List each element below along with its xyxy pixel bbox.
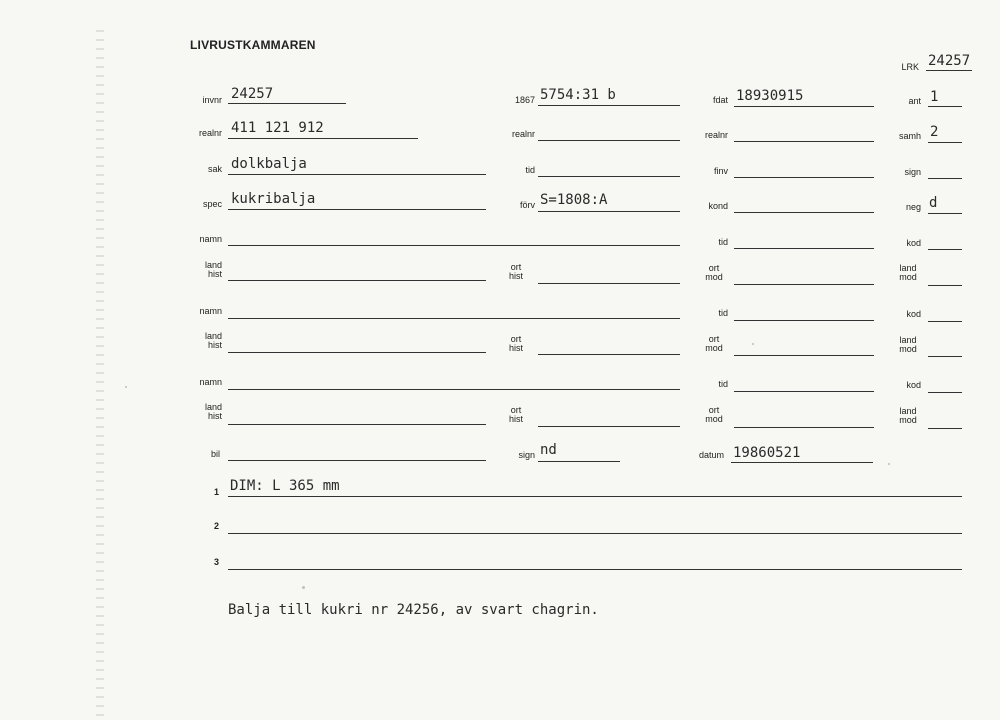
- line-number-2: 2: [214, 521, 220, 531]
- ort-label-1: ort: [510, 262, 522, 272]
- sign-line: [928, 178, 962, 179]
- tid-label: tid: [525, 165, 535, 175]
- samh-label: samh: [898, 131, 921, 141]
- forv-label: förv: [519, 200, 535, 210]
- spec-value: kukribalja: [231, 191, 316, 207]
- sak-label: sak: [207, 164, 222, 174]
- kod-line-3: [928, 392, 962, 393]
- kod-label-1: kod: [906, 238, 921, 248]
- note-line-3: [228, 569, 962, 570]
- datum-value: 19860521: [733, 445, 801, 461]
- ort-mod-label-1: ort: [708, 263, 720, 273]
- ort-label-3: ort: [510, 405, 522, 415]
- note-line-2: [228, 533, 962, 534]
- kod-label-2: kod: [906, 309, 921, 319]
- mod-label-3: mod: [705, 414, 723, 424]
- land-mod2-label-3: mod: [899, 415, 917, 425]
- mod-label-1: mod: [705, 272, 723, 282]
- ort-mod-label-3: ort: [708, 405, 720, 415]
- land-mod-label-1: land: [899, 263, 917, 273]
- 1867-label: 1867: [514, 95, 535, 105]
- perforated-edge: [96, 30, 104, 720]
- sak-value: dolkbalja: [231, 156, 307, 172]
- sign-line-footer: [538, 461, 620, 462]
- tid-line: [538, 176, 680, 177]
- ort-mod-label-2: ort: [708, 334, 720, 344]
- scan-speck: [302, 586, 305, 589]
- mod-label-2: mod: [705, 343, 723, 353]
- sign-label: sign: [904, 167, 921, 177]
- card-title: LIVRUSTKAMMAREN: [190, 38, 316, 52]
- kod-line-1: [928, 249, 962, 250]
- ort-hist-line-2: [538, 354, 680, 355]
- land-hist-line-2: [228, 352, 486, 353]
- kond-line: [734, 212, 874, 213]
- bil-label: bil: [210, 449, 220, 459]
- ort-mod-line-2: [734, 355, 874, 356]
- sign-label-footer: sign: [518, 450, 535, 460]
- namn-line-3: [228, 389, 680, 390]
- namn-label-1: namn: [199, 234, 222, 244]
- tid-label-n2: tid: [718, 308, 728, 318]
- ort-hist-label-3: hist: [508, 414, 523, 424]
- spec-label: spec: [202, 199, 222, 209]
- land-label-2: land: [204, 331, 222, 341]
- land-mod2-label-1: mod: [899, 272, 917, 282]
- land-mod-line-2: [928, 356, 962, 357]
- namn-line-2: [228, 318, 680, 319]
- bil-line: [228, 460, 486, 461]
- ant-line: [928, 106, 962, 107]
- note-line-1: [228, 496, 962, 497]
- ort-hist-line-1: [538, 283, 680, 284]
- invnr-line: [228, 103, 346, 104]
- invnr-value: 24257: [231, 86, 274, 102]
- hist-label-3: hist: [207, 411, 222, 421]
- namn-label-3: namn: [199, 377, 222, 387]
- realnr-label-1: realnr: [198, 128, 222, 138]
- tid-line-n1: [734, 248, 874, 249]
- scan-speck: [752, 343, 754, 345]
- ant-value: 1: [930, 89, 939, 105]
- line-number-1: 1: [214, 487, 220, 497]
- scan-speck: [125, 386, 127, 388]
- datum-label: datum: [698, 450, 724, 460]
- ort-mod-line-1: [734, 284, 874, 285]
- 1867-line: [538, 105, 680, 106]
- forv-line: [538, 211, 680, 212]
- land-hist-line-3: [228, 424, 486, 425]
- realnr-line-2: [538, 140, 680, 141]
- kod-label-3: kod: [906, 380, 921, 390]
- ort-label-2: ort: [510, 334, 522, 344]
- description-text: Balja till kukri nr 24256, av svart chagrin.: [228, 602, 599, 618]
- land-mod2-label-2: mod: [899, 344, 917, 354]
- datum-line: [731, 462, 873, 463]
- land-mod-line-1: [928, 285, 962, 286]
- neg-line: [928, 213, 962, 214]
- fdat-line: [734, 106, 874, 107]
- namn-line-1: [228, 245, 680, 246]
- realnr-label-2: realnr: [511, 129, 535, 139]
- tid-line-n2: [734, 320, 874, 321]
- land-label-1: land: [204, 260, 222, 270]
- kod-line-2: [928, 321, 962, 322]
- forv-value: S=1808:A: [540, 192, 608, 208]
- finv-line: [734, 177, 874, 178]
- namn-label-2: namn: [199, 306, 222, 316]
- invnr-label: invnr: [202, 95, 222, 105]
- realnr-value-1: 411 121 912: [231, 120, 324, 136]
- lrk-label: LRK: [901, 62, 919, 72]
- line-number-3: 3: [214, 557, 220, 567]
- realnr-label-3: realnr: [704, 130, 728, 140]
- land-label-3: land: [204, 402, 222, 412]
- land-mod-line-3: [928, 428, 962, 429]
- ort-hist-label-1: hist: [508, 271, 523, 281]
- realnr-line-3: [734, 141, 874, 142]
- tid-label-n1: tid: [718, 237, 728, 247]
- fdat-label: fdat: [712, 95, 728, 105]
- scan-speck: [888, 463, 890, 465]
- fdat-value: 18930915: [736, 88, 804, 104]
- spec-line: [228, 209, 486, 210]
- hist-label-1: hist: [207, 269, 222, 279]
- hist-label-2: hist: [207, 340, 222, 350]
- land-mod-label-3: land: [899, 406, 917, 416]
- tid-label-n3: tid: [718, 379, 728, 389]
- sak-line: [228, 174, 486, 175]
- finv-label: finv: [713, 166, 728, 176]
- neg-value: d: [929, 195, 938, 211]
- ort-hist-line-3: [538, 426, 680, 427]
- ort-mod-line-3: [734, 427, 874, 428]
- neg-label: neg: [905, 202, 921, 212]
- realnr-line-1: [228, 138, 418, 139]
- 1867-value: 5754:31 b: [540, 87, 616, 103]
- ant-label: ant: [908, 96, 921, 106]
- kond-label: kond: [708, 201, 728, 211]
- land-mod-label-2: land: [899, 335, 917, 345]
- dim-value: DIM: L 365 mm: [230, 478, 340, 494]
- land-hist-line-1: [228, 280, 486, 281]
- samh-value: 2: [930, 124, 939, 140]
- ort-hist-label-2: hist: [508, 343, 523, 353]
- lrk-line: [926, 70, 972, 71]
- sign-value: nd: [540, 442, 557, 458]
- lrk-value: 24257: [928, 53, 971, 69]
- samh-line: [928, 142, 962, 143]
- tid-line-n3: [734, 391, 874, 392]
